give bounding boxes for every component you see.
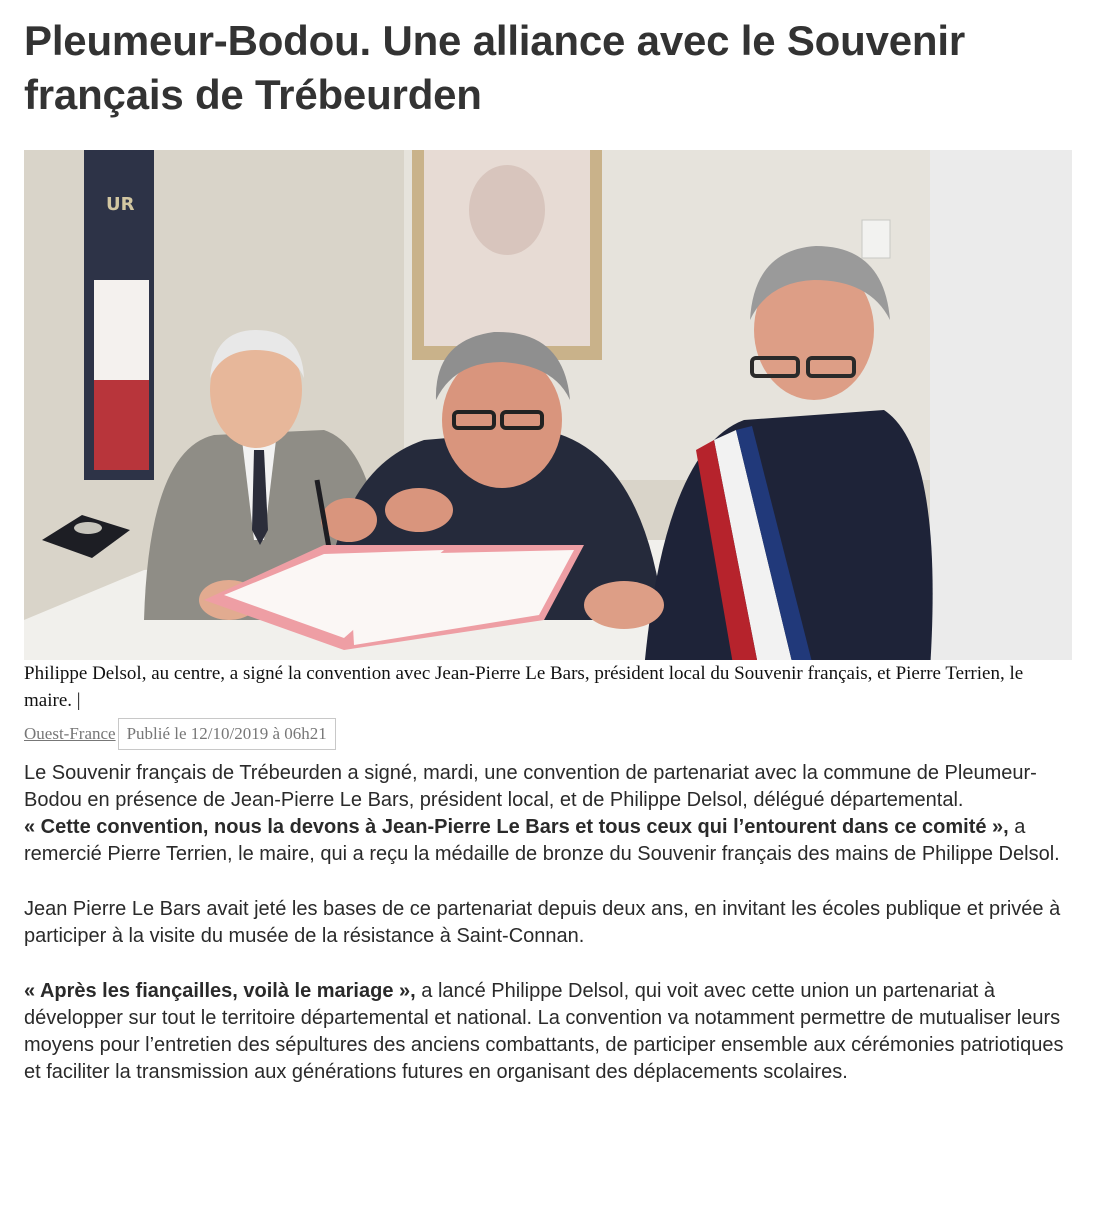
photo-caption: Philippe Delsol, au centre, a signé la convention avec Jean-Pierre Le Bars, président local du Souvenir français, et Pierre Terrien, le maire. | [24,663,1024,711]
paragraph-2 [24,814,1074,868]
paragraph-1 [24,760,1074,814]
paragraph-3-text: Jean Pierre Le Bars avait jeté les bases de ce partenariat depuis deux ans, en invitant les écoles publique et privée à participer à la visite du musée de la résistance à Saint-Connan. [24,898,1061,947]
paragraph-4-quote: « Après les fiançailles, voilà le mariage », [24,980,416,1002]
article-photo[interactable] [24,150,1072,660]
paragraph-2-text: a remercié Pierre Terrien, le maire, qui a reçu la médaille de bronze du Souvenir français des mains de Philippe Delsol. [24,816,1060,865]
article-body [24,760,1074,1114]
paragraph-3 [24,896,1074,950]
photo-illustration [24,150,1072,660]
paragraph-1-text: Le Souvenir français de Trébeurden a signé, mardi, une convention de partenariat avec la commune de Pleumeur-Bodou en présence de Jean-Pierre Le Bars, président local, et de Philippe Delsol, délégué départemental. [24,762,1037,811]
article-title: Pleumeur-Bodou. Une alliance avec le Souvenir français de Trébeurden [24,17,965,118]
publication-date: Publié le 12/10/2019 à 06h21 [118,718,336,750]
source-link[interactable]: Ouest-France [24,724,116,743]
paragraph-4 [24,978,1074,1086]
article-meta [24,718,336,750]
paragraph-4-text: a lancé Philippe Delsol, qui voit avec cette union un partenariat à développer sur tout le territoire départemental et national. La convention va notamment permettre de mutualiser leurs moyens pour l’entretien des sépultures des anciens combattants, de participer ensemble aux cérémonies patriotiques et faciliter la transmission aux générations futures en organisant des déplacements scolaires. [24,980,1064,1083]
svg-text:UR: UR [106,194,135,215]
paragraph-2-quote: « Cette convention, nous la devons à Jean-Pierre Le Bars et tous ceux qui l’entourent dans ce comité », [24,816,1009,838]
